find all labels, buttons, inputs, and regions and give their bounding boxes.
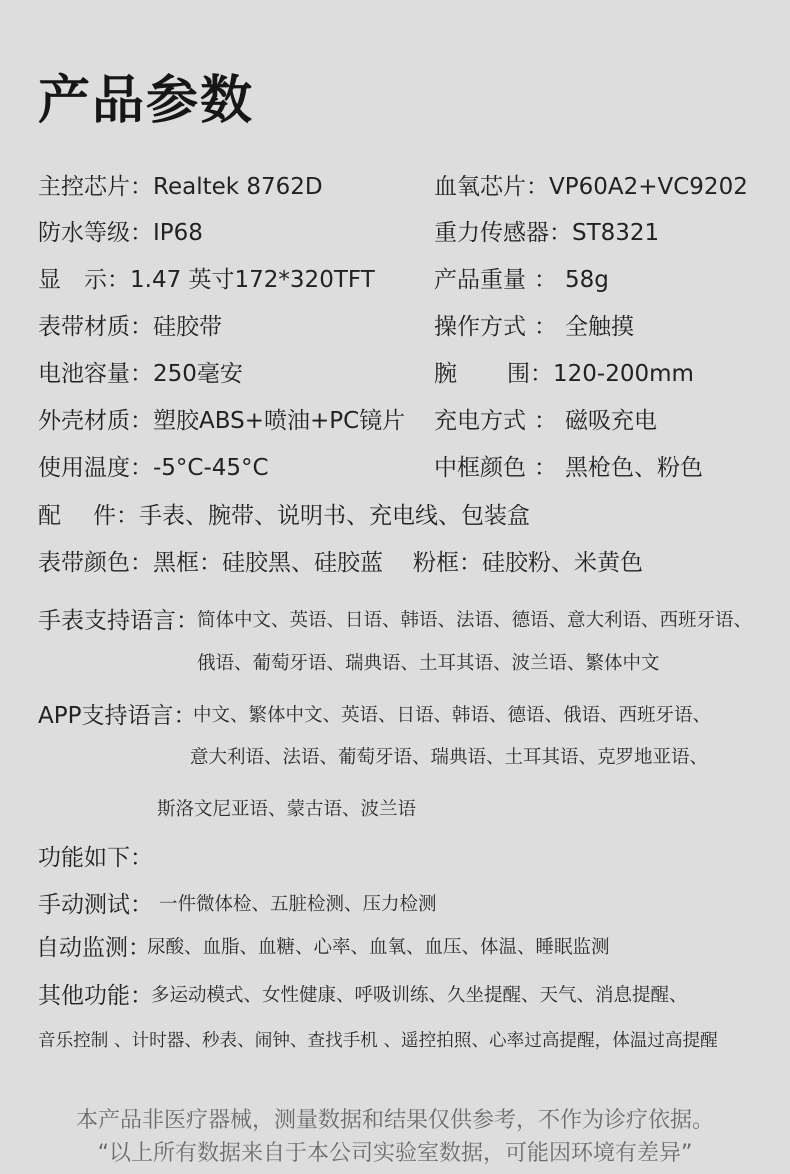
lang-sep: ： — [173, 703, 197, 729]
spec-value: 塑胶ABS+喷油+PC镜片 — [153, 408, 406, 434]
spec-main-chip — [38, 168, 323, 201]
spec-sep: ： — [130, 455, 153, 481]
spec-label: 防水等级 — [38, 220, 130, 246]
other-functions-label: 其他功能： — [38, 983, 153, 1009]
spec-sep: ： — [130, 361, 153, 387]
spec-label: 操作方式 — [434, 314, 526, 340]
watch-languages-line-2: 俄语、葡萄牙语、瑞典语、土耳其语、波兰语、繁体中文 — [197, 653, 660, 674]
manual-test-value: 一件微体检、五脏检测、压力检测 — [159, 894, 437, 915]
spec-spo2-chip — [434, 168, 748, 201]
spec-accessories — [38, 497, 530, 530]
spec-label: 使用温度 — [38, 455, 130, 481]
spec-value: 1.47 英寸172*320TFT — [130, 267, 375, 293]
watch-languages-line-1: 简体中文、英语、日语、韩语、法语、德语、意大利语、西班牙语、 — [197, 610, 753, 631]
spec-sep: ： — [107, 267, 130, 293]
spec-operation — [434, 308, 634, 341]
other-functions-value-line-2: 音乐控制 、计时器、秒表、闹钟、查找手机 、遥控拍照、心率过高提醒，体温过高提醒 — [38, 1031, 718, 1051]
spec-value: 手表、腕带、说明书、充电线、包装盒 — [139, 503, 530, 529]
page-title: 产品参数 — [38, 71, 255, 131]
spec-sep: ： — [130, 314, 153, 340]
spec-value: 黑框：硅胶黑、硅胶蓝 — [153, 550, 383, 576]
spec-sep: ： — [130, 174, 153, 200]
spec-display — [38, 261, 375, 294]
spec-label-part: 腕 — [434, 361, 457, 387]
spec-label: 重力传感器 — [434, 220, 549, 246]
spec-label-part: 配 — [38, 503, 61, 529]
spec-sep: ： — [534, 455, 557, 481]
spec-label: 表带材质 — [38, 314, 130, 340]
spec-value: 硅胶带 — [153, 314, 222, 340]
spec-label: 充电方式 — [434, 408, 526, 434]
spec-label: 外壳材质 — [38, 408, 130, 434]
spec-sep: ： — [116, 503, 139, 529]
spec-value: ST8321 — [572, 220, 660, 246]
spec-label: 表带颜色 — [38, 550, 130, 576]
lang-label: APP支持语言 — [38, 703, 174, 729]
spec-temperature — [38, 449, 269, 482]
spec-sep: ： — [534, 314, 557, 340]
spec-label: 主控芯片 — [38, 174, 130, 200]
spec-value: IP68 — [153, 220, 203, 246]
spec-value-secondary: 粉框：硅胶粉、米黄色 — [413, 550, 643, 576]
app-languages-line-3: 斯洛文尼亚语、蒙古语、波兰语 — [157, 799, 417, 820]
functions-title: 功能如下： — [38, 845, 153, 871]
spec-label-part: 示 — [84, 267, 107, 293]
lang-sep: ： — [176, 608, 199, 634]
app-languages-line-2: 意大利语、法语、葡萄牙语、瑞典语、土耳其语、克罗地亚语、 — [190, 747, 709, 768]
spec-sep: ： — [130, 550, 153, 576]
spec-sep: ： — [534, 408, 557, 434]
spec-weight — [434, 261, 609, 294]
spec-value: VP60A2+VC9202 — [549, 174, 748, 200]
watch-languages-label — [38, 602, 199, 635]
spec-label-part: 显 — [38, 267, 61, 293]
lang-label: 手表支持语言 — [38, 608, 176, 634]
spec-sep: ： — [534, 267, 557, 293]
spec-value: Realtek 8762D — [153, 174, 323, 200]
disclaimer-line-2: “以上所有数据来自于本公司实验室数据，可能因环境有差异” — [97, 1141, 693, 1166]
spec-label: 产品重量 — [434, 267, 526, 293]
spec-label: 血氧芯片 — [434, 174, 526, 200]
spec-label-part: 件 — [93, 503, 116, 529]
app-languages-label — [38, 697, 196, 730]
spec-gsensor — [434, 214, 659, 247]
spec-value: 120-200mm — [553, 361, 694, 387]
spec-shell-material — [38, 402, 405, 435]
spec-sep: ： — [130, 408, 153, 434]
spec-sep: ： — [530, 361, 553, 387]
spec-value: 黑枪色、粉色 — [565, 455, 703, 481]
spec-value: 58g — [565, 267, 609, 293]
spec-frame-color — [434, 449, 703, 482]
spec-label-part: 围 — [507, 361, 530, 387]
spec-value: -5°C-45°C — [153, 455, 269, 481]
spec-sep: ： — [549, 220, 572, 246]
spec-waterproof — [38, 214, 203, 247]
spec-label: 电池容量 — [38, 361, 130, 387]
app-languages-line-1: 中文、繁体中文、英语、日语、韩语、德语、俄语、西班牙语、 — [193, 705, 712, 726]
spec-strap-color — [38, 544, 643, 577]
other-functions-value: 多运动模式、女性健康、呼吸训练、久坐提醒、天气、消息提醒、 — [151, 985, 688, 1006]
spec-value: 全触摸 — [565, 314, 634, 340]
spec-battery — [38, 355, 243, 388]
manual-test-label: 手动测试： — [38, 892, 153, 918]
spec-label: 中框颜色 — [434, 455, 526, 481]
auto-monitor-label: 自动监测： — [36, 935, 151, 961]
spec-sep: ： — [526, 174, 549, 200]
spec-sep: ： — [130, 220, 153, 246]
spec-value: 250毫安 — [153, 361, 243, 387]
spec-charging — [434, 402, 657, 435]
auto-monitor-value: 尿酸、血脂、血糖、心率、血氧、血压、体温、睡眠监测 — [147, 937, 610, 958]
spec-value: 磁吸充电 — [565, 408, 657, 434]
disclaimer-line-1: 本产品非医疗器械，测量数据和结果仅供参考，不作为诊疗依据。 — [75, 1108, 714, 1133]
spec-strap-material — [38, 308, 222, 341]
spec-wrist — [434, 355, 694, 388]
